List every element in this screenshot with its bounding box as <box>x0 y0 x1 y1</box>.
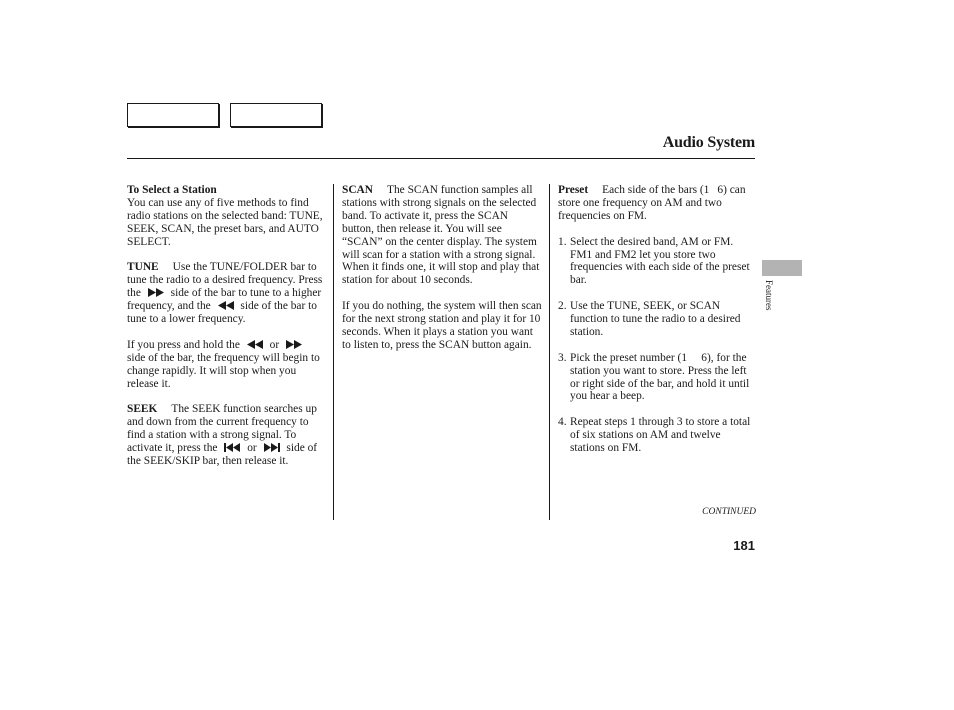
hold-or: or <box>269 338 280 351</box>
step-number: 2. <box>558 300 567 313</box>
preset-paragraph <box>558 184 758 223</box>
section-tab-marker <box>762 260 802 276</box>
seek-paragraph <box>127 403 327 468</box>
tune-text-a: Use the TUNE/FOLDER bar to tune the radio to a desired frequency. Press the <box>127 261 323 300</box>
preset-text-b: 6) can store one frequency on AM and two frequencies on FM. <box>558 184 746 222</box>
title-rule <box>127 158 755 159</box>
skip-back-icon <box>223 443 241 452</box>
scan-text: The SCAN function samples all stations with strong signals on the selected band. To activate it, press the SCAN button, then release it. You will see “SCAN” on the center display. The system will scan for a station with a strong signal. When it finds one, it will stop and play that station for about 10 seconds. <box>342 184 540 287</box>
step-number: 1. <box>558 235 567 248</box>
scan-nothing-paragraph: If you do nothing, the system will then scan for the next strong station and play it for 10 seconds. When it plays a station you want to listen to, press the SCAN button again. <box>342 300 542 351</box>
tune-label: TUNE <box>127 261 159 274</box>
fast-forward-icon <box>147 288 165 297</box>
rewind-icon <box>246 340 264 349</box>
step-text: Use the TUNE, SEEK, or SCAN function to tune the radio to a desired station. <box>570 300 741 338</box>
column-select-station <box>127 184 327 481</box>
preset-step <box>558 352 758 404</box>
step-text: Repeat steps 1 through 3 to store a total of six stations on AM and twelve stations on FM. <box>570 416 751 455</box>
preset-text-a: Each side of the bars (1 <box>602 184 710 196</box>
page-title: Audio System <box>662 134 755 151</box>
section-heading: To Select a Station <box>127 184 217 196</box>
hold-text-a: If you press and hold the <box>127 338 240 351</box>
seek-label: SEEK <box>127 403 158 416</box>
nav-box-previous[interactable] <box>127 103 219 127</box>
hold-paragraph <box>127 339 327 391</box>
scan-label: SCAN <box>342 184 374 196</box>
tune-text-b: side of the bar to tune to a higher frequency, and the <box>127 287 322 313</box>
preset-step <box>558 300 758 339</box>
column-divider <box>333 184 334 520</box>
scan-paragraph <box>342 184 542 287</box>
page-number: 181 <box>733 538 755 553</box>
column-divider <box>549 184 550 520</box>
seek-text-a: The SEEK function searches up and down from the current frequency to find a station with a strong signal. To activate it, press the <box>127 403 317 455</box>
skip-forward-icon <box>263 443 281 452</box>
step-text: Pick the preset number (1 6), for the station you want to store. Press the left or right side of the bar, and hold it until you hear a beep. <box>570 351 750 403</box>
column-scan <box>342 184 542 365</box>
nav-box-next[interactable] <box>230 103 322 127</box>
intro-paragraph: You can use any of five methods to find radio stations on the selected band: TUNE, SEEK, SCAN, the preset bars, and AUTO SELECT. <box>127 196 323 248</box>
preset-label: Preset <box>558 184 589 196</box>
preset-step <box>558 236 758 288</box>
step-number: 3. <box>558 351 567 364</box>
fast-forward-icon <box>285 340 303 349</box>
seek-text-b: side of the SEEK/SKIP bar, then release it. <box>127 442 318 467</box>
step-text: Select the desired band, AM or FM. FM1 and FM2 let you store two frequencies with each side of the preset bar. <box>570 235 750 287</box>
hold-text-b: side of the bar, the frequency will begin to change rapidly. It will stop when you release it. <box>127 351 320 390</box>
column-preset <box>558 184 758 468</box>
tune-text-c: side of the bar to tune to a lower frequency. <box>127 300 317 326</box>
preset-step <box>558 416 758 455</box>
tune-paragraph <box>127 261 327 326</box>
section-tab-label: Features <box>764 280 774 311</box>
continued-label: CONTINUED <box>702 507 756 517</box>
seek-or: or <box>247 442 257 455</box>
rewind-icon <box>217 301 235 310</box>
step-number: 4. <box>558 416 567 429</box>
